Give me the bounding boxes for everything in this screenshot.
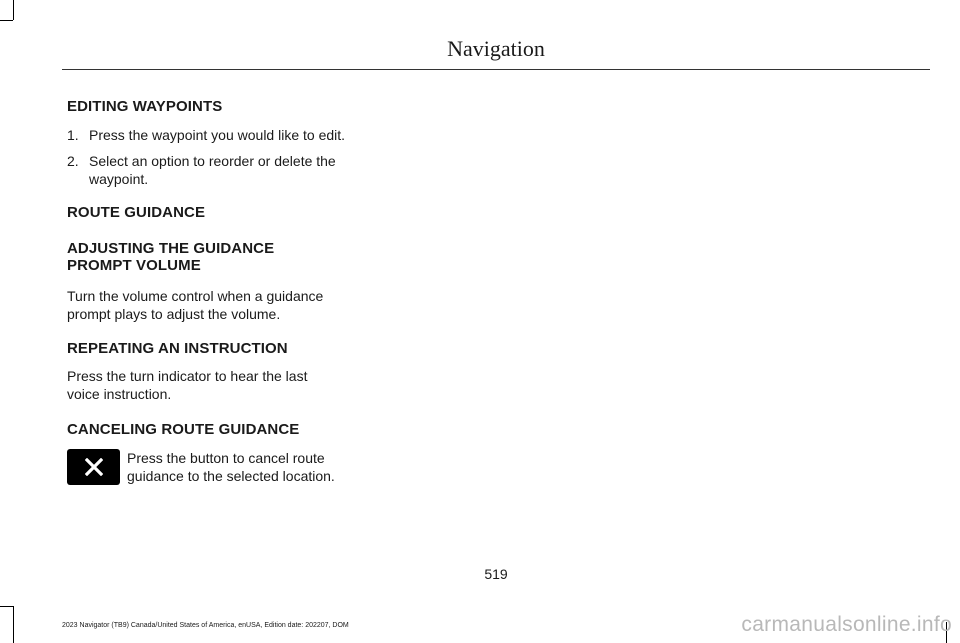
- crop-mark: [0, 20, 13, 21]
- step-text: Press the waypoint you would like to edit.: [89, 127, 346, 143]
- crop-mark: [13, 0, 14, 20]
- waypoint-steps: [67, 126, 357, 196]
- cancel-guidance-text: Press the button to cancel route guidance to the selected location.: [127, 450, 335, 484]
- page-number: 519: [484, 566, 508, 582]
- footer-edition: 2023 Navigator (TB9) Canada/United States of America, enUSA, Edition date: 202207, DOM: [62, 622, 349, 629]
- step-number: 2.: [67, 153, 79, 169]
- heading-editing-waypoints: EDITING WAYPOINTS: [67, 98, 223, 115]
- crop-mark: [0, 606, 13, 607]
- repeating-instruction-text: Press the turn indicator to hear the last voice instruction.: [67, 368, 308, 402]
- heading-route-guidance: ROUTE GUIDANCE: [67, 204, 206, 221]
- step-text: Select an option to reorder or delete the waypoint.: [89, 153, 336, 187]
- header-divider: [62, 69, 930, 70]
- heading-repeating-instruction: REPEATING AN INSTRUCTION: [67, 340, 288, 357]
- cancel-guidance-row: [67, 449, 347, 485]
- watermark: carmanualsonline.info: [741, 613, 952, 636]
- crop-mark: [13, 606, 14, 643]
- page-title: Navigation: [447, 36, 545, 61]
- step-number: 1.: [67, 127, 79, 143]
- heading-adjusting-volume: ADJUSTING THE GUIDANCE PROMPT VOLUME: [67, 240, 275, 274]
- list-item: [67, 126, 357, 144]
- adjusting-volume-text: Turn the volume control when a guidance prompt plays to adjust the volume.: [67, 288, 324, 322]
- close-icon: [67, 449, 120, 485]
- list-item: [67, 152, 357, 188]
- heading-canceling-guidance: CANCELING ROUTE GUIDANCE: [67, 421, 300, 438]
